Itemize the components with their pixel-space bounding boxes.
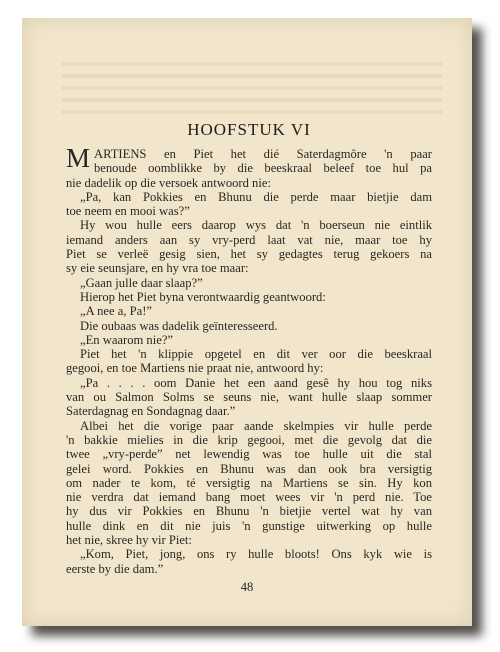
text-line: iemand anders aan sy vry-perd laat vat nie, maar toe hy <box>66 232 432 247</box>
text-line: „En waarom nie?” <box>80 332 174 347</box>
text-line: ARTIENS en Piet het dié Saterdagmôre 'n paar <box>94 147 432 161</box>
text-line: nie verdra dat iemand bang moet wees vir 'n perd nie. Toe <box>66 490 432 505</box>
text-lines <box>66 143 432 576</box>
text-line: benoude oomblikke by die beeskraal beleef toe hul pa <box>94 161 432 176</box>
text-line: „Gaan julle daar slaap?” <box>80 275 203 290</box>
text-line: gelei word. Pokkies en Bhunu was dan ook bra versigtig <box>66 461 432 476</box>
text-line: om nader te kom, té versigtig na Martiens se sin. Hy kon <box>66 475 432 490</box>
drop-cap: M <box>66 143 91 173</box>
text-line: „A nee a, Pa!” <box>80 304 153 319</box>
text-line: Piet se verleë gesig sien, het sy gedagtes terug gekoers na <box>66 247 432 262</box>
text-line: Saterdagnag en Sondagnag daar.” <box>66 404 236 419</box>
page-body <box>66 119 432 576</box>
text-line: Hy wou hulle eers daarop wys dat 'n boerseun nie eintlik <box>80 218 432 233</box>
text-line: van ou Salmon Solms se seuns nie, want hulle slaap sommer <box>66 390 432 405</box>
text-line: „Pa . . . . oom Danie het een aand gesê hy hou tog niks <box>80 375 432 390</box>
text-line: „Pa, kan Pokkies en Bhunu die perde maar bietjie dam <box>80 189 432 204</box>
text-line: Hierop het Piet byna verontwaardig geantwoord: <box>80 289 326 304</box>
book-page <box>22 18 472 626</box>
page-number: 48 <box>240 580 254 594</box>
text-line: Albei het die vorige paar aande skelmpies vir hulle perde <box>80 418 432 433</box>
text-line: gegooi, en toe Martiens nie praat nie, antwoord hy: <box>66 361 324 376</box>
chapter-heading: HOOFSTUK VI <box>187 120 311 139</box>
text-line: Die oubaas was dadelik geïnteresseerd. <box>80 318 278 333</box>
text-line: eerste by die dam.” <box>66 561 164 576</box>
text-line: toe neem en mooi was?” <box>66 204 190 219</box>
text-line: hulle dink en dit nie juis 'n gunstige uitwerking op hulle <box>66 518 432 533</box>
text-line: nie dadelik op die versoek antwoord nie: <box>66 175 271 190</box>
bleed-through-text <box>62 62 442 120</box>
text-line: „Kom, Piet, jong, ons ry hulle bloots! Ons kyk wie is <box>80 547 432 562</box>
text-line: 'n bakkie mielies in die krip gegooi, met die gevolg dat die <box>66 432 432 447</box>
text-line: Piet het 'n klippie opgetel en dit ver oor die beeskraal <box>80 347 432 362</box>
text-line: het nie, skree hy vir Piet: <box>66 533 192 548</box>
text-line: sy eie seunsjare, en hy vra toe maar: <box>66 261 249 276</box>
text-line: hy dus vir Pokkies en Bhunu 'n bietjie vertel wat hy van <box>66 504 432 519</box>
text-line: twee „vry-perde” net lewendig was toe hulle uit die stal <box>66 447 432 462</box>
